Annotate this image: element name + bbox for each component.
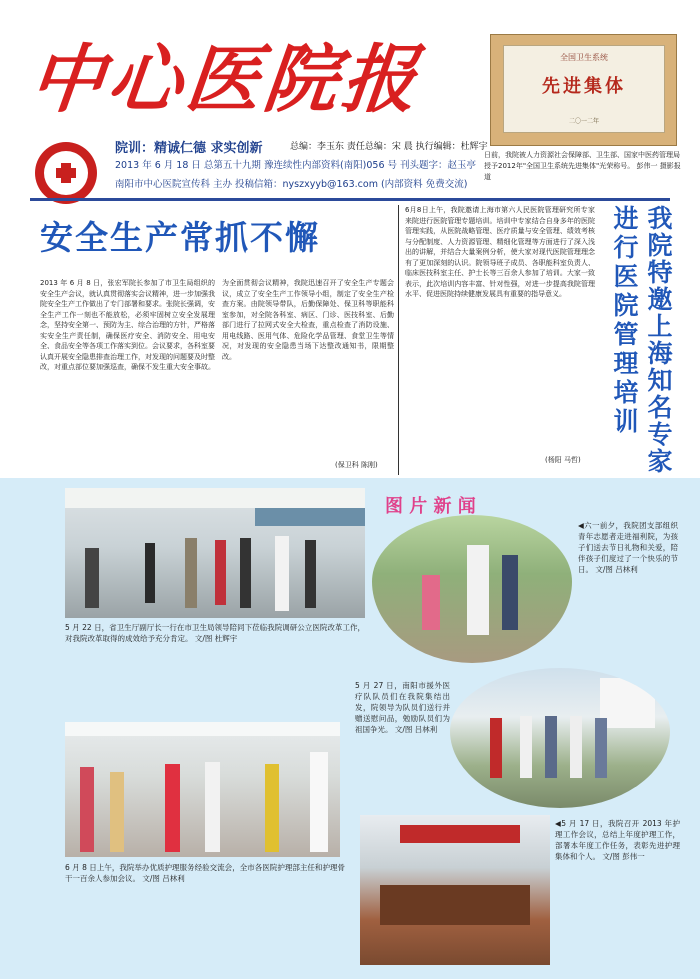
editors-line: 总编：李玉东 责任总编：宋 晨 执行编辑：杜辉宇	[290, 142, 488, 152]
article1-headline: 安全生产常抓不懈	[40, 218, 320, 257]
award-plaque-photo	[490, 34, 677, 146]
column-divider	[398, 205, 399, 475]
masthead-title: 中心医院报	[25, 37, 425, 123]
article2-headline-right: 我院特邀上海知名专家	[644, 205, 673, 475]
logo-center	[44, 151, 88, 195]
award-plaque	[503, 45, 665, 133]
photo-official-visit	[65, 488, 365, 618]
photo-caption-5: ◀5 月 17 日，我院召开 2013 年护理工作会议，总结上年度护理工作，部署本年度工作任务，表彰先进护理集体和个人。 文/图 彭伟一	[555, 819, 680, 861]
article2-body: 6月8日上午，我院邀请上海市第六人民医院管理研究所专家来院进行医院管理专题培训。培训中专家结合自身多年的医院管理实践，从医院战略管理、医疗质量与安全管理、绩效考核与分配制度、人力资源管理、精细化管理等方面进行了深入浅出的讲解，并结合大量案例分析，使大家对现代医院管理理念有了更加深刻的认识。院领导班子成员、各职能科室负责人、临床医技科室主任、护士长等三百余人参加了培训。大家一致表示，此次培训内容丰富、针对性强，对进一步提高我院管理水平、促进医院持续健康发展具有重要的指导意义。	[405, 206, 595, 298]
photo-caption-1: 5 月 22 日，省卫生厅副厅长一行在市卫生局领导陪同下莅临我院调研公立医院改革工作，对我院改革取得的成效给予充分肯定。 文/图 杜辉宇	[65, 623, 365, 643]
hospital-motto: 院训：精诚仁德 求实创新	[115, 141, 263, 156]
photo-nursing-conference	[65, 722, 340, 857]
photo-caption-3: 5 月 27 日，南阳市援外医疗队队员们在我院集结出发，院领导为队员们送行并赠送慰问品，勉励队员们为祖国争光。 文/图 吕林利	[355, 681, 450, 734]
article2-author: (杨阳 马哲)	[545, 456, 581, 464]
award-top-text: 全国卫生系统	[560, 53, 608, 62]
article1-column-2: 为全面贯彻会议精神，我院迅速召开了安全生产专题会议，成立了安全生产工作领导小组，制定了安全生产检查方案。由院领导带队，后勤保障处、保卫科等职能科室参加，对全院各科室、病区、门诊、医技科室、后勤部门进行了拉网式安全大检查，重点检查了消防设施、用电线路、医用气体、危险化学品管理、食堂卫生等情况，对发现的安全隐患当场下达整改通知书，限期整改。	[222, 279, 394, 361]
publisher-line: 南阳市中心医院宣传科 主办 投稿信箱：nyszxyyb@163.com (内部资料 免费交流)	[115, 179, 468, 190]
photo-caption-4: 6 月 8 日上午，我院举办优质护理服务经验交流会，全市各医院护理部主任和护理骨干一百余人参加会议。 文/图 吕林利	[65, 863, 345, 883]
article2-headline-left: 进行医院管理培训	[610, 205, 639, 437]
photo-caption-2: ◀六一前夕，我院团支部组织青年志愿者走进福利院，为孩子们送去节日礼物和关爱，陪伴孩子们度过了一个快乐的节日。 文/图 吕林利	[578, 521, 678, 574]
article1-author: (保卫科 陈刚)	[335, 461, 378, 469]
masthead-rule	[30, 198, 670, 201]
award-main-text: 先进集体	[542, 76, 626, 97]
hospital-logo-icon	[35, 142, 97, 204]
photo-news-title: 图 片 新 闻	[385, 496, 476, 517]
article1-headline-box	[40, 212, 395, 272]
award-caption: 日前，我院被人力资源社会保障部、卫生部、国家中医药管理局授予2012年"全国卫生系统先进集体"光荣称号。 彭伟一 摄影报道	[484, 151, 681, 181]
article1-column-1: 2013 年 6 月 8 日，张宏军院长参加了市卫生局组织的安全生产会议，就认真贯彻落实会议精神，进一步加强我院安全生产工作做出了专门部署和要求。张院长强调，安全生产工作一刻也不能放松，必须牢固树立安全发展理念，坚持安全第一、预防为主、综合治理的方针，严格落实安全生产责任制，确保医疗安全、消防安全、用电安全、食品安全等各项工作落实到位。会议要求，各科室要认真开展安全隐患排查治理工作，对发现的问题要及时整改，对重点部位要加强巡查，确保不发生重大安全事故。	[40, 279, 215, 371]
photo-nursing-meeting	[360, 815, 550, 965]
issue-dateline: 2013 年 6 月 18 日 总第五十九期 豫连续性内部资料(南阳)056 号 刊头题字：赵玉亭	[115, 160, 477, 171]
award-foot-text: 二〇一二年	[568, 118, 599, 125]
logo-cross-horizontal	[56, 168, 76, 178]
